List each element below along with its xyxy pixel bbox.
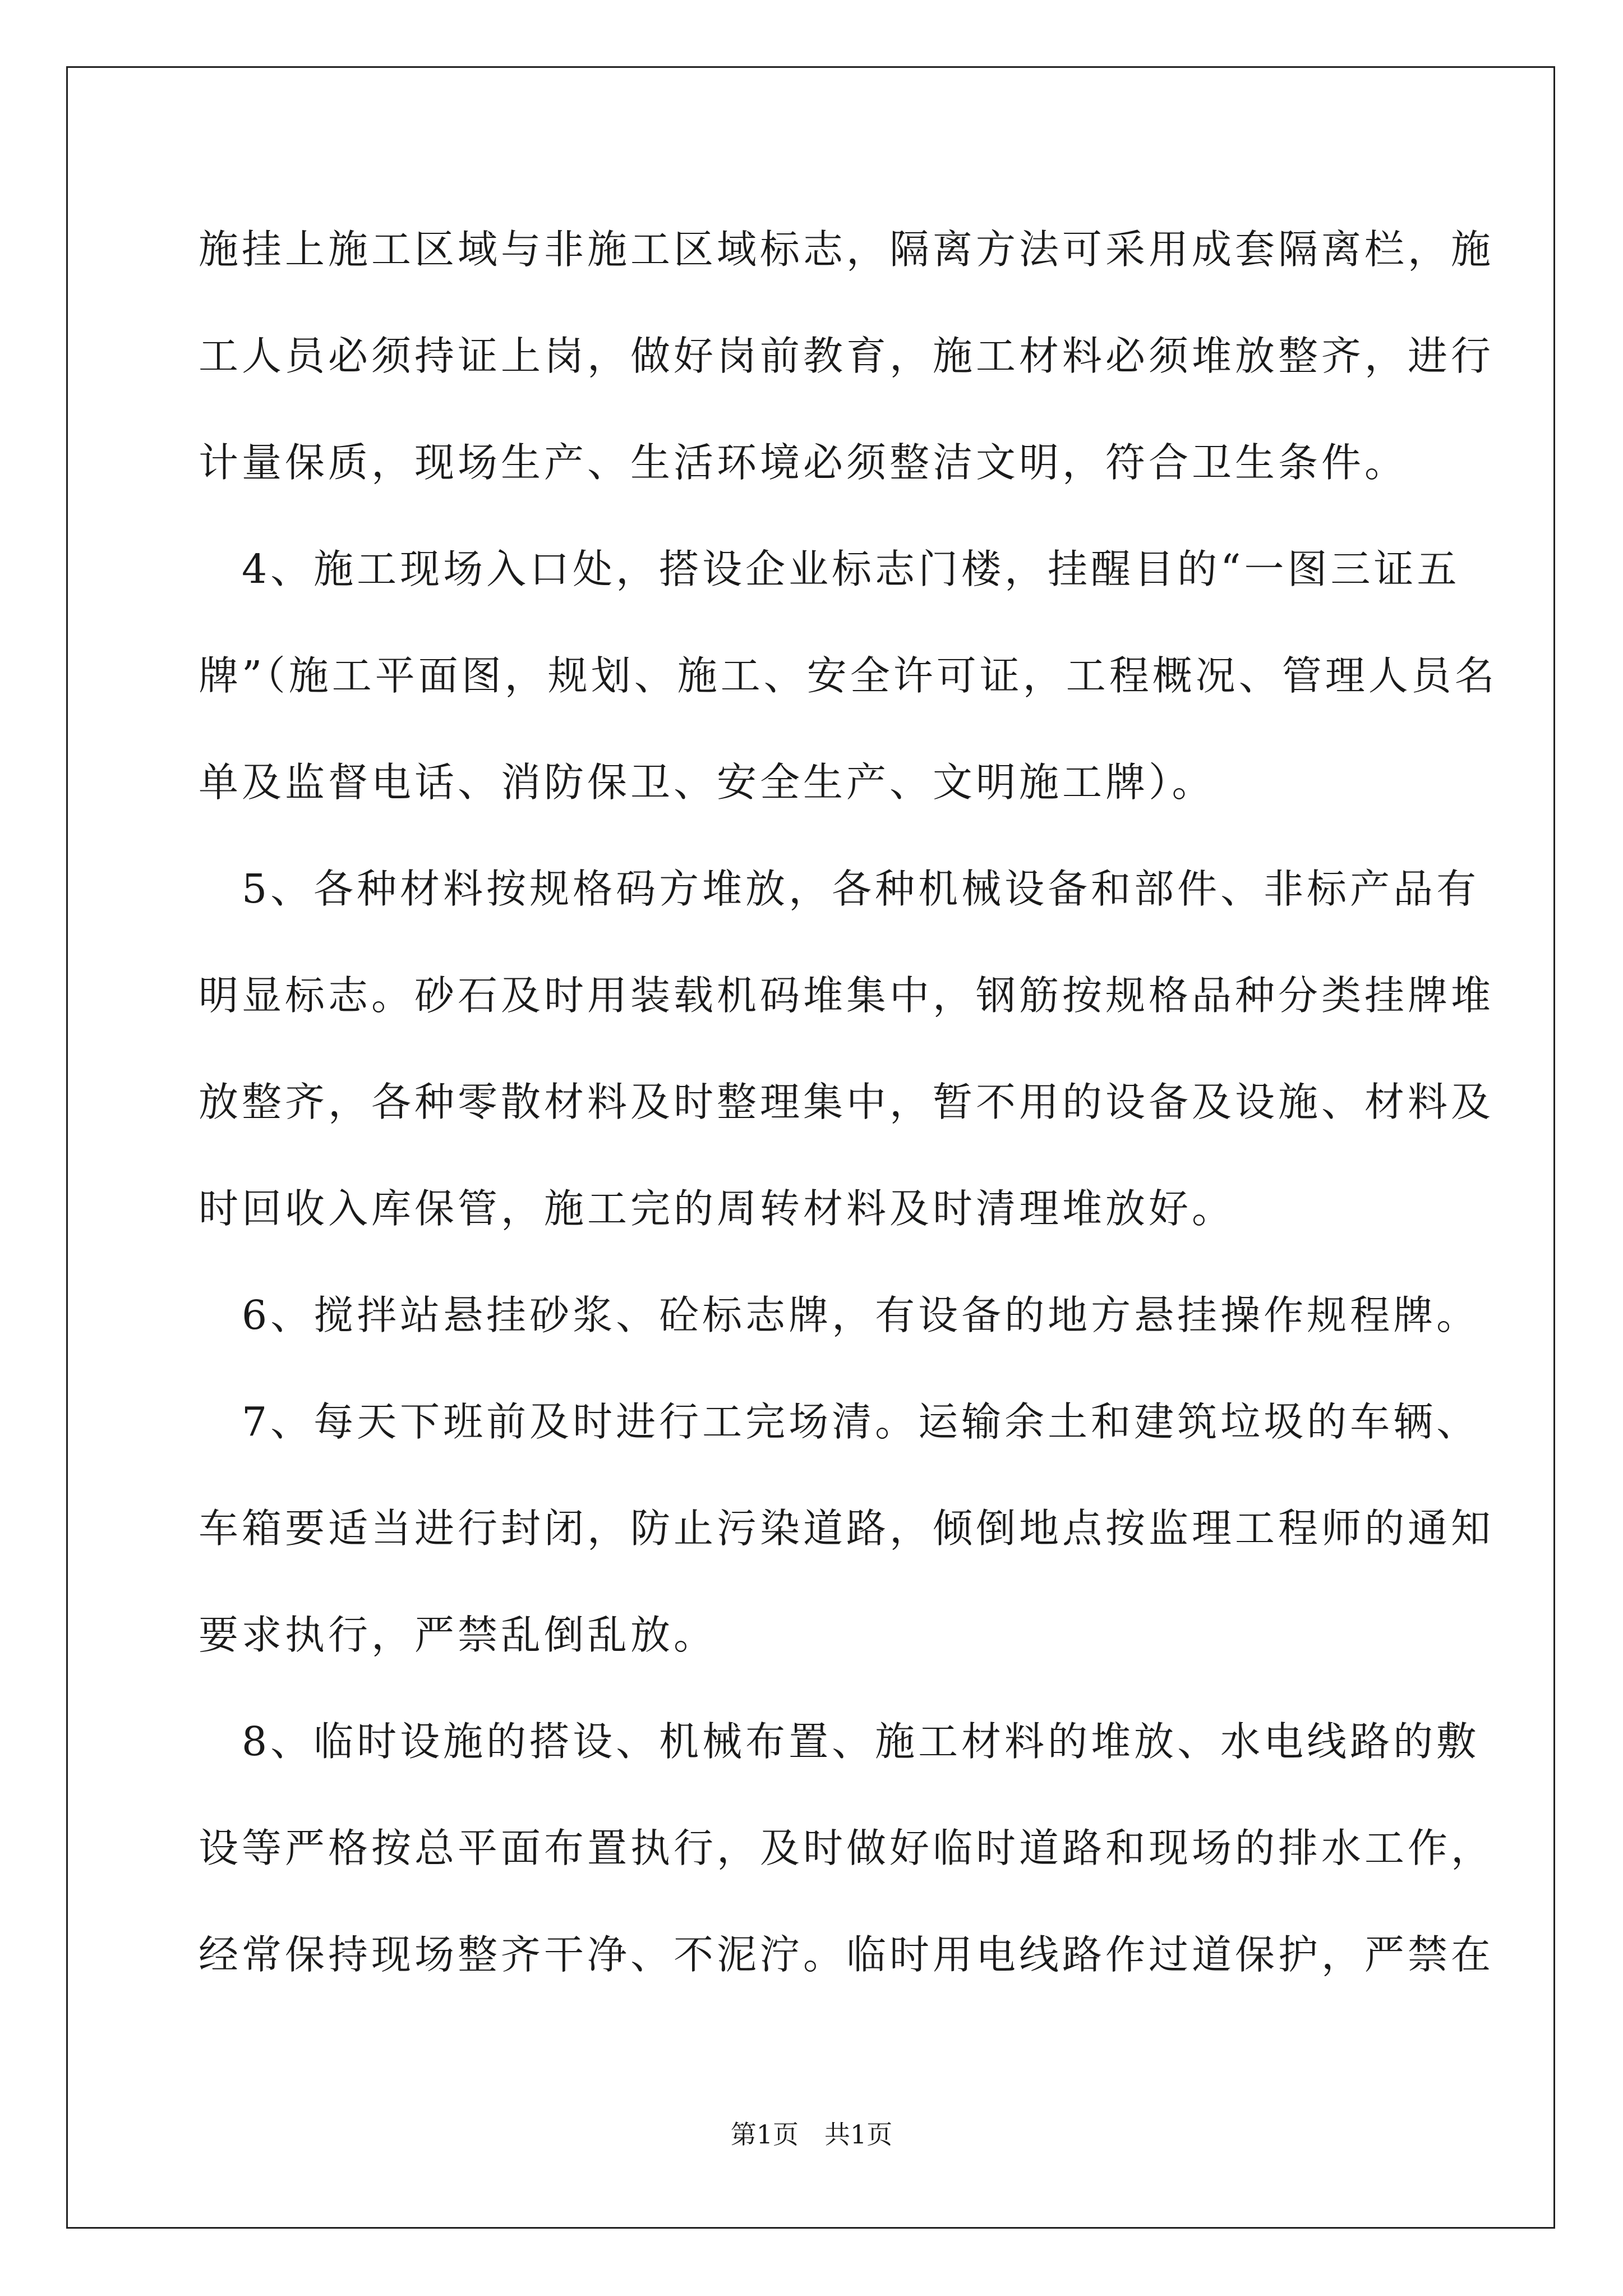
text-line: 4、施工现场入口处，搭设企业标志门楼，挂醒目的“一图三证五 xyxy=(199,546,1460,592)
text-line: 设等严格按总平面布置执行，及时做好临时道路和现场的排水工作， xyxy=(199,1825,1495,1871)
text-line: 5、各种材料按规格码方堆放，各种机械设备和部件、非标产品有 xyxy=(199,866,1480,912)
text-line: 时回收入库保管，施工完的周转材料及时清理堆放好。 xyxy=(199,1185,1235,1232)
text-line: 放整齐，各种零散材料及时整理集中，暂不用的设备及设施、材料及 xyxy=(199,1079,1495,1125)
text-line: 单及监督电话、消防保卫、安全生产、文明施工牌）。 xyxy=(199,759,1215,806)
text-line: 计量保质，现场生产、生活环境必须整洁文明，符合卫生条件。 xyxy=(199,439,1408,486)
text-line: 牌”（施工平面图，规划、施工、安全许可证，工程概况、管理人员名 xyxy=(199,652,1498,699)
text-line: 6、搅拌站悬挂砂浆、砼标志牌，有设备的地方悬挂操作规程牌。 xyxy=(199,1292,1480,1338)
text-line: 施挂上施工区域与非施工区域标志，隔离方法可采用成套隔离栏，施 xyxy=(199,226,1495,273)
text-line: 明显标志。砂石及时用装载机码堆集中，钢筋按规格品种分类挂牌堆 xyxy=(199,972,1495,1019)
page-border xyxy=(66,66,1555,2229)
text-line: 7、每天下班前及时进行工完场清。运输余土和建筑垃圾的车辆、 xyxy=(199,1398,1480,1445)
text-line: 经常保持现场整齐干净、不泥泞。临时用电线路作过道保护，严禁在 xyxy=(199,1931,1495,1978)
text-line: 车箱要适当进行封闭，防止污染道路，倾倒地点按监理工程师的通知 xyxy=(199,1505,1495,1552)
text-line: 要求执行，严禁乱倒乱放。 xyxy=(199,1612,717,1658)
page-footer: 第1页 共1页 xyxy=(730,2119,893,2150)
text-line: 8、临时设施的搭设、机械布置、施工材料的堆放、水电线路的敷 xyxy=(199,1718,1480,1765)
text-line: 工人员必须持证上岗，做好岗前教育，施工材料必须堆放整齐，进行 xyxy=(199,333,1495,379)
